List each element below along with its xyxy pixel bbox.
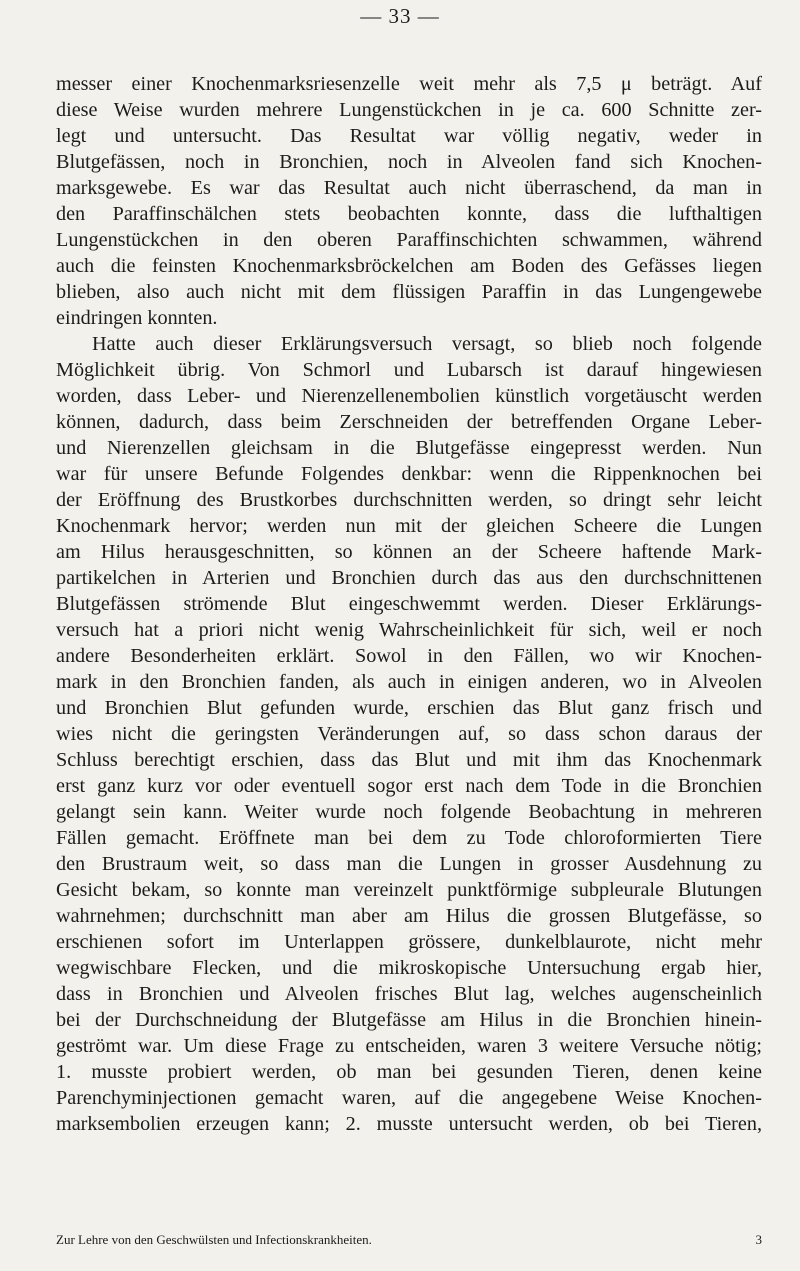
- text-line: auch die feinsten Knochenmarksbröckelchen am Boden des Gefässes liegen: [56, 255, 762, 277]
- footer: [56, 1232, 762, 1248]
- text-line: Lungenstückchen in den oberen Paraffinschichten schwammen, während: [56, 229, 762, 251]
- text-line: Gesicht bekam, so konnte man vereinzelt punktförmige subpleurale Blutungen: [56, 879, 762, 901]
- text-line: können, dadurch, dass beim Zerschneiden der betreffenden Organe Leber-: [56, 411, 762, 433]
- page-number: — 33 —: [360, 4, 440, 28]
- text-line: andere Besonderheiten erklärt. Sowol in den Fällen, wo wir Knochen-: [56, 645, 762, 667]
- text-line: Möglichkeit übrig. Von Schmorl und Lubarsch ist darauf hingewiesen: [56, 359, 762, 381]
- text-line: Blutgefässen, noch in Bronchien, noch in Alveolen fand sich Knochen-: [56, 151, 762, 173]
- text-line: Schluss berechtigt erschien, dass das Blut und mit ihm das Knochenmark: [56, 749, 762, 771]
- text-line: geströmt war. Um diese Frage zu entscheiden, waren 3 weitere Versuche nötig;: [56, 1035, 762, 1057]
- text-line: eindringen konnten.: [56, 307, 218, 329]
- text-line: diese Weise wurden mehrere Lungenstückchen in je ca. 600 Schnitte zer-: [56, 99, 762, 121]
- text-line: war für unsere Befunde Folgendes denkbar: wenn die Rippenknochen bei: [56, 463, 762, 485]
- text-line: messer einer Knochenmarksriesenzelle weit mehr als 7,5 μ beträgt. Auf: [56, 73, 762, 95]
- text-line: blieben, also auch nicht mit dem flüssigen Paraffin in das Lungengewebe: [56, 281, 762, 303]
- text-line: bei der Durchschneidung der Blutgefässe am Hilus in die Bronchien hinein-: [56, 1009, 762, 1031]
- text-line: versuch hat a priori nicht wenig Wahrscheinlichkeit für sich, weil er noch: [56, 619, 762, 641]
- text-line: Parenchyminjectionen gemacht waren, auf die angegebene Weise Knochen-: [56, 1087, 762, 1109]
- text-line: der Eröffnung des Brustkorbes durchschnitten werden, so dringt sehr leicht: [56, 489, 762, 511]
- text-line: mark in den Bronchien fanden, als auch in einigen anderen, wo in Alveolen: [56, 671, 762, 693]
- text-line: marksgewebe. Es war das Resultat auch nicht überraschend, da man in: [56, 177, 762, 199]
- text-line: und Bronchien Blut gefunden wurde, erschien das Blut ganz frisch und: [56, 697, 762, 719]
- text-line: 1. musste probiert werden, ob man bei gesunden Tieren, denen keine: [56, 1061, 762, 1083]
- text-line: worden, dass Leber- und Nierenzellenembolien künstlich vorgetäuscht werden: [56, 385, 762, 407]
- text-line: Fällen gemacht. Eröffnete man bei dem zu Tode chloroformierten Tiere: [56, 827, 762, 849]
- text-line: am Hilus herausgeschnitten, so können an der Scheere haftende Mark-: [56, 541, 762, 563]
- signature-text: Zur Lehre von den Geschwülsten und Infectionskrankheiten.: [56, 1232, 372, 1247]
- text-line: und Nierenzellen gleichsam in die Blutgefässe eingepresst werden. Nun: [56, 437, 762, 459]
- text-line: partikelchen in Arterien und Bronchien durch das aus den durchschnittenen: [56, 567, 762, 589]
- text-line: den Paraffinschälchen stets beobachten konnte, dass die lufthaltigen: [56, 203, 762, 225]
- text-line: den Brustraum weit, so dass man die Lungen in grosser Ausdehnung zu: [56, 853, 762, 875]
- text-line: dass in Bronchien und Alveolen frisches Blut lag, welches augenscheinlich: [56, 983, 762, 1005]
- text-line: wegwischbare Flecken, und die mikroskopische Untersuchung ergab hier,: [56, 957, 762, 979]
- text-line: Hatte auch dieser Erklärungsversuch versagt, so blieb noch folgende: [92, 333, 762, 355]
- text-line: legt und untersucht. Das Resultat war völlig negativ, weder in: [56, 125, 762, 147]
- signature-mark: 3: [755, 1232, 762, 1247]
- text-line: gelangt sein kann. Weiter wurde noch folgende Beobachtung in mehreren: [56, 801, 762, 823]
- text-line: Blutgefässen strömende Blut eingeschwemmt werden. Dieser Erklärungs-: [56, 593, 762, 615]
- text-line: marksembolien erzeugen kann; 2. musste untersucht werden, ob bei Tieren,: [56, 1113, 762, 1135]
- text-line: wahrnehmen; durchschnitt man aber am Hilus die grossen Blutgefässe, so: [56, 905, 762, 927]
- text-line: Knochenmark hervor; werden nun mit der gleichen Scheere die Lungen: [56, 515, 762, 537]
- text-line: wies nicht die geringsten Veränderungen auf, so dass schon daraus der: [56, 723, 762, 745]
- text-line: erst ganz kurz vor oder eventuell sogor erst nach dem Tode in die Bronchien: [56, 775, 762, 797]
- body-text: [56, 71, 762, 1137]
- text-line: erschienen sofort im Unterlappen grössere, dunkelblaurote, nicht mehr: [56, 931, 762, 953]
